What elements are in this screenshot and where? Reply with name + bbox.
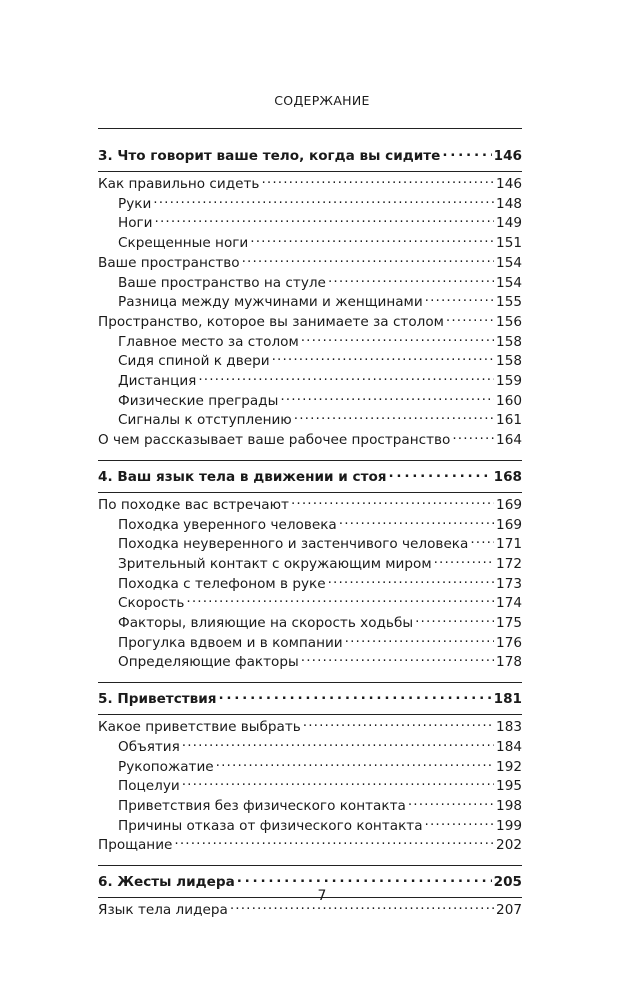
table-of-contents (98, 146, 522, 930)
entry-page: 164 (496, 432, 522, 449)
toc-subentry[interactable] (98, 653, 522, 673)
toc-subentry[interactable] (98, 797, 522, 817)
toc-subentry[interactable] (98, 516, 522, 536)
chapter-title: 4. Ваш язык тела в движении и стоя (98, 468, 387, 485)
toc-entry[interactable] (98, 496, 522, 516)
toc-subentry[interactable] (98, 214, 522, 234)
entry-title: Скорость (118, 595, 185, 612)
dot-leader (291, 497, 494, 509)
entry-page: 146 (496, 176, 522, 192)
entry-page: 154 (496, 274, 522, 291)
entry-title: Причины отказа от физического контакта (118, 817, 423, 834)
dot-leader (434, 556, 494, 568)
dot-leader (182, 739, 494, 751)
dot-leader (301, 334, 494, 346)
toc-entry[interactable] (98, 836, 522, 856)
entry-title: Рукопожатие (118, 758, 214, 775)
dot-leader (446, 314, 494, 326)
toc-entry[interactable] (98, 901, 522, 921)
entry-page: 178 (496, 654, 522, 671)
chapter-page: 181 (493, 691, 522, 708)
entry-page: 160 (496, 392, 522, 409)
chapter-title: 5. Приветствия (98, 691, 217, 708)
toc-chapter-heading[interactable] (98, 689, 522, 710)
entry-title: Руки (118, 195, 152, 212)
chapter-rule (98, 460, 522, 461)
toc-subentry[interactable] (98, 293, 522, 313)
dot-leader (155, 215, 495, 227)
chapter-3 (98, 146, 522, 451)
toc-subentry[interactable] (98, 758, 522, 778)
dot-leader (153, 196, 494, 208)
chapter-rule (98, 171, 522, 172)
toc-subentry[interactable] (98, 594, 522, 614)
entry-title: Сигналы к отступлению (118, 412, 292, 429)
dot-leader (250, 235, 494, 247)
entry-page: 149 (496, 215, 522, 232)
toc-entry[interactable] (98, 175, 522, 195)
dot-leader (242, 255, 494, 267)
toc-subentry[interactable] (98, 738, 522, 758)
dot-leader (198, 373, 494, 385)
running-header: СОДЕРЖАНИЕ (274, 93, 370, 108)
dot-leader (272, 353, 494, 365)
chapter-rule (98, 492, 522, 493)
dot-leader (389, 469, 492, 481)
entry-title: Разница между мужчинами и женщинами (118, 294, 423, 311)
entry-title: Прогулка вдвоем и в компании (118, 634, 343, 651)
entry-title: Ваше пространство (98, 254, 240, 271)
entry-title: Какое приветствие выбрать (98, 719, 301, 736)
entry-title: Прощание (98, 837, 173, 854)
dot-leader (182, 778, 494, 790)
entry-title: Факторы, влияющие на скорость ходьбы (118, 615, 414, 632)
toc-subentry[interactable] (98, 392, 522, 412)
toc-subentry[interactable] (98, 195, 522, 215)
dot-leader (174, 837, 494, 849)
entry-page: 195 (496, 778, 522, 795)
entry-page: 156 (496, 313, 522, 330)
dot-leader (425, 294, 494, 306)
dot-leader (345, 635, 494, 647)
entry-title: Физические преграды (118, 392, 279, 409)
entry-page: 159 (496, 373, 522, 390)
toc-subentry[interactable] (98, 614, 522, 634)
toc-entry[interactable] (98, 313, 522, 333)
entry-page: 174 (496, 595, 522, 612)
entry-page: 175 (496, 615, 522, 632)
entry-title: Пространство, которое вы занимаете за столом (98, 313, 444, 330)
dot-leader (261, 176, 494, 188)
dot-leader (470, 536, 494, 548)
entry-title: Язык тела лидера (98, 902, 228, 919)
entry-page: 184 (496, 738, 522, 755)
toc-chapter-heading[interactable] (98, 146, 522, 167)
dot-leader (328, 275, 494, 287)
page-number: 7 (317, 888, 327, 904)
entry-page: 169 (496, 516, 522, 533)
chapter-page: 146 (493, 148, 522, 164)
entry-page: 161 (496, 412, 522, 429)
entry-page: 169 (496, 496, 522, 513)
chapter-rule (98, 682, 522, 683)
entry-title: Поцелуи (118, 778, 180, 795)
toc-subentry[interactable] (98, 535, 522, 555)
toc-subentry[interactable] (98, 234, 522, 254)
toc-subentry[interactable] (98, 333, 522, 353)
entry-page: 192 (496, 758, 522, 775)
entry-page: 183 (496, 719, 522, 736)
dot-leader (425, 818, 495, 830)
toc-subentry[interactable] (98, 817, 522, 837)
entry-page: 148 (496, 195, 522, 212)
entry-title: Походка уверенного человека (118, 516, 337, 533)
toc-entry[interactable] (98, 431, 522, 451)
entry-title: По походке вас встречают (98, 496, 289, 513)
entry-page: 176 (496, 634, 522, 651)
dot-leader (452, 432, 494, 444)
chapter-rule (98, 865, 522, 866)
dot-leader (280, 393, 494, 405)
dot-leader (303, 719, 494, 731)
chapter-page: 205 (493, 874, 522, 891)
toc-subentry[interactable] (98, 274, 522, 294)
entry-page: 198 (496, 797, 522, 814)
entry-title: Определяющие факторы (118, 654, 299, 671)
entry-page: 151 (496, 235, 522, 252)
toc-subentry[interactable] (98, 634, 522, 654)
entry-title: Приветствия без физического контакта (118, 797, 406, 814)
dot-leader (415, 615, 494, 627)
entry-page: 207 (496, 902, 522, 919)
toc-entry[interactable] (98, 254, 522, 274)
toc-entry[interactable] (98, 718, 522, 738)
dot-leader (237, 874, 492, 886)
toc-subentry[interactable] (98, 372, 522, 392)
entry-title: Скрещенные ноги (118, 235, 249, 252)
dot-leader (186, 595, 494, 607)
entry-title: Дистанция (118, 373, 197, 390)
chapter-4 (98, 460, 522, 673)
dot-leader (294, 412, 494, 424)
entry-title: Объятия (118, 738, 180, 755)
chapter-title: 6. Жесты лидера (98, 874, 235, 891)
entry-title: О чем рассказывает ваше рабочее пространство (98, 432, 451, 449)
toc-subentry[interactable] (98, 777, 522, 797)
chapter-5 (98, 682, 522, 856)
entry-title: Как правильно сидеть (98, 176, 260, 192)
chapter-title: 3. Что говорит ваше тело, когда вы сидите (98, 148, 441, 164)
chapter-page: 168 (493, 468, 522, 485)
dot-leader (218, 691, 491, 703)
entry-page: 172 (496, 555, 522, 572)
chapter-rule (98, 714, 522, 715)
entry-page: 202 (496, 837, 522, 854)
entry-page: 154 (496, 254, 522, 271)
dot-leader (216, 759, 494, 771)
toc-subentry[interactable] (98, 352, 522, 372)
dot-leader (442, 148, 491, 160)
toc-subentry[interactable] (98, 555, 522, 575)
entry-title: Походка с телефоном в руке (118, 575, 326, 592)
entry-page: 155 (496, 294, 522, 311)
dot-leader (339, 517, 494, 529)
entry-page: 158 (496, 333, 522, 350)
header-rule (98, 128, 522, 129)
entry-title: Сидя спиной к двери (118, 353, 270, 370)
entry-page: 171 (496, 536, 522, 553)
entry-title: Главное место за столом (118, 333, 299, 350)
entry-title: Ваше пространство на стуле (118, 274, 326, 291)
dot-leader (328, 576, 494, 588)
entry-title: Ноги (118, 215, 153, 232)
entry-title: Зрительный контакт с окружающим миром (118, 555, 432, 572)
toc-subentry[interactable] (98, 575, 522, 595)
toc-subentry[interactable] (98, 411, 522, 431)
entry-page: 173 (496, 575, 522, 592)
entry-title: Походка неуверенного и застенчивого человека (118, 536, 469, 553)
entry-page: 158 (496, 353, 522, 370)
dot-leader (408, 798, 494, 810)
toc-chapter-heading[interactable] (98, 467, 522, 488)
dot-leader (301, 654, 494, 666)
entry-page: 199 (496, 817, 522, 834)
